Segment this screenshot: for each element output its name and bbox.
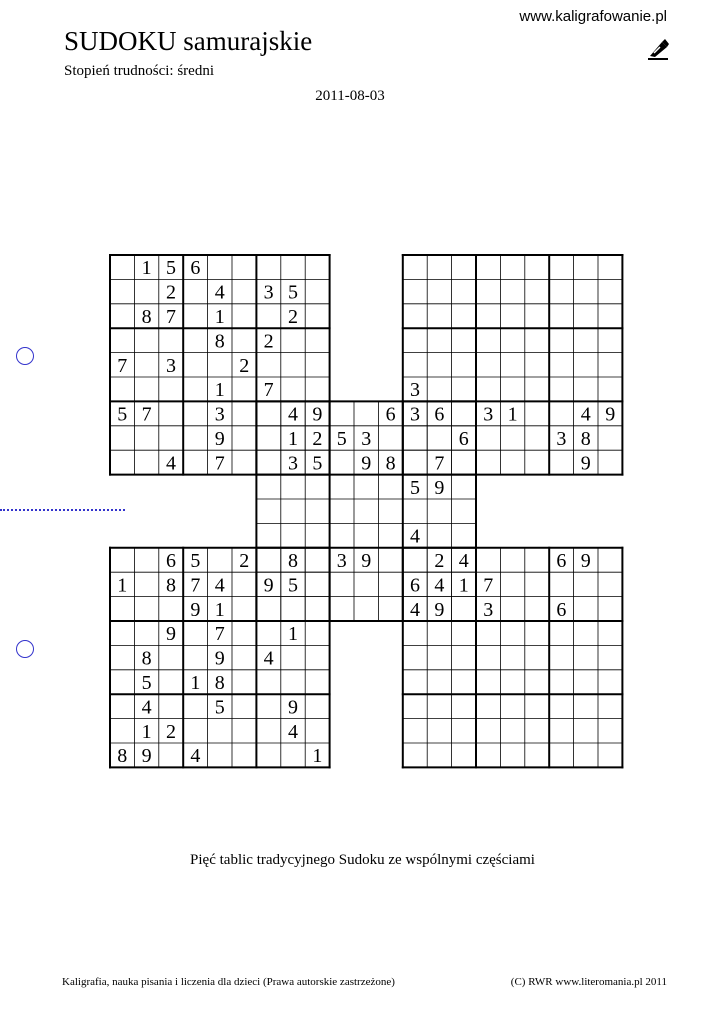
given-digit: 4	[410, 525, 420, 548]
given-digit: 5	[117, 403, 128, 426]
given-digit: 1	[190, 672, 201, 694]
given-digit: 9	[434, 476, 445, 499]
given-digit: 4	[263, 647, 274, 670]
given-digit: 3	[288, 452, 298, 475]
given-digit: 7	[263, 379, 274, 402]
given-digit: 1	[141, 720, 152, 743]
given-digit: 1	[141, 257, 152, 280]
given-digit: 2	[166, 281, 176, 304]
given-digit: 1	[214, 379, 225, 402]
given-digit: 5	[410, 476, 420, 499]
given-digit: 1	[312, 745, 323, 768]
given-digit: 4	[580, 403, 591, 426]
given-digit: 3	[410, 403, 420, 426]
given-digit: 7	[483, 574, 494, 597]
given-digit: 3	[410, 379, 420, 402]
given-digit: 1	[214, 306, 225, 328]
given-digit: 3	[166, 354, 176, 377]
given-digit: 5	[214, 696, 225, 719]
given-digit: 9	[288, 696, 298, 719]
given-digit: 2	[434, 550, 445, 572]
given-digit: 9	[214, 428, 225, 450]
given-digit: 7	[214, 452, 225, 475]
given-digit: 9	[434, 598, 445, 621]
given-digit: 5	[288, 574, 298, 597]
given-digit: 9	[214, 647, 225, 670]
given-digit: 9	[312, 403, 323, 426]
given-digit: 4	[288, 720, 298, 743]
given-digit: 2	[263, 330, 274, 353]
given-digit: 3	[556, 428, 567, 450]
given-digit: 7	[434, 452, 445, 475]
given-digit: 4	[214, 574, 225, 597]
given-digit: 8	[385, 452, 396, 475]
given-digit: 5	[166, 257, 176, 280]
given-digit: 4	[434, 574, 445, 597]
given-digit: 6	[458, 428, 469, 450]
given-digit: 2	[239, 354, 250, 377]
given-digit: 1	[214, 598, 225, 621]
given-digit: 7	[117, 354, 128, 377]
given-digit: 1	[507, 403, 518, 426]
page-title: SUDOKU samurajskie	[64, 26, 313, 56]
given-digit: 9	[580, 452, 591, 475]
given-digit: 6	[385, 403, 396, 426]
given-digit: 5	[141, 672, 152, 694]
given-digit: 4	[458, 550, 469, 572]
given-digit: 4	[166, 452, 176, 475]
given-digit: 4	[190, 745, 201, 768]
given-digit: 3	[361, 428, 372, 450]
given-digit: 7	[141, 403, 152, 426]
given-digit: 8	[117, 745, 128, 768]
given-digit: 9	[166, 623, 176, 646]
given-digit: 1	[288, 428, 298, 450]
given-digit: 2	[288, 306, 298, 328]
given-digit: 3	[336, 550, 347, 572]
given-digit: 8	[214, 672, 225, 694]
given-digit: 4	[141, 696, 152, 719]
given-digit: 5	[288, 281, 298, 304]
given-digit: 6	[190, 257, 201, 280]
given-digit: 4	[410, 598, 420, 621]
given-digit: 3	[214, 403, 225, 426]
given-digit: 6	[410, 574, 420, 597]
date-label: 2011-08-03	[315, 88, 385, 104]
given-digit: 6	[556, 550, 567, 572]
given-digit: 3	[483, 403, 494, 426]
given-digit: 1	[458, 574, 469, 597]
difficulty-label: Stopień trudności: średni	[64, 63, 214, 79]
given-digit: 8	[214, 330, 225, 353]
given-digit: 8	[141, 306, 152, 328]
given-digit: 7	[166, 306, 176, 328]
given-digit: 6	[434, 403, 445, 426]
given-digit: 4	[214, 281, 225, 304]
given-digit: 5	[336, 428, 347, 450]
given-digit: 9	[361, 452, 372, 475]
given-digit: 3	[263, 281, 274, 304]
given-digit: 6	[166, 550, 176, 572]
given-digit: 6	[556, 598, 567, 621]
given-digit: 5	[190, 550, 201, 572]
footer-copyright-right: (C) RWR www.literomania.pl 2011	[510, 976, 667, 988]
given-digit: 1	[288, 623, 298, 646]
puzzle-caption: Pięć tablic tradycyjnego Sudoku ze wspólnymi częściami	[190, 852, 535, 868]
given-digit: 4	[288, 403, 298, 426]
given-digit: 3	[483, 598, 494, 621]
given-digit: 2	[239, 550, 250, 572]
given-digit: 9	[141, 745, 152, 768]
given-digit: 8	[166, 574, 176, 597]
given-digit: 5	[312, 452, 323, 475]
given-digit: 7	[214, 623, 225, 646]
given-digit: 9	[263, 574, 274, 597]
given-digit: 9	[190, 598, 201, 621]
given-digit: 1	[117, 574, 128, 597]
site-url: www.kaligrafowanie.pl	[519, 8, 667, 25]
given-digit: 9	[580, 550, 591, 572]
given-digit: 9	[605, 403, 616, 426]
given-digit: 2	[312, 428, 323, 450]
given-digit: 7	[190, 574, 201, 597]
given-digit: 8	[580, 428, 591, 450]
given-digit: 8	[288, 550, 298, 572]
footer-copyright-left: Kaligrafia, nauka pisania i liczenia dla dzieci (Prawa autorskie zastrzeżone)	[62, 976, 395, 988]
given-digit: 2	[166, 720, 176, 743]
given-digit: 9	[361, 550, 372, 572]
given-digit: 8	[141, 647, 152, 670]
